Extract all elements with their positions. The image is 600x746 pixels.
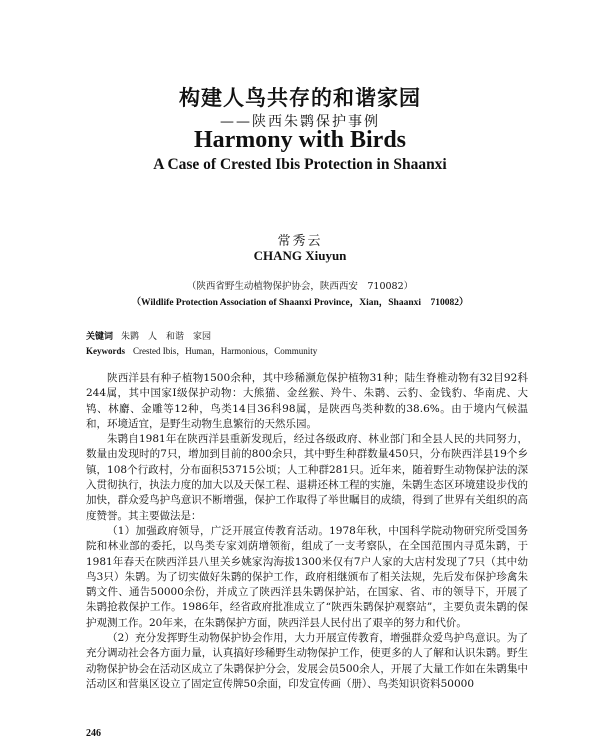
author-english: CHANG Xiuyun xyxy=(253,248,347,263)
subtitle-chinese: ——陕西朱鹮保护事例 xyxy=(220,114,380,130)
author-chinese: 常秀云 xyxy=(277,234,323,249)
keywords-label-english: Keywords xyxy=(86,346,125,356)
body-paragraph: （2）充分发挥野生动物保护协会作用，大力开展宣传教育，增强群众爱鸟护鸟意识。为了充分调动社会各方面力量，认真搞好珍稀野生动物保护工作，使更多的人了解和认识朱鹮。野生动物保护协会在活动区成立了朱鹮保护分会，发展会员500余人，开展了大量工作如在朱鹮集中活动区和营巢区设立了固定宣传牌50余面，印发宣传画（册）、鸟类知识资料50000 xyxy=(86,632,528,690)
keywords-label-chinese: 关键词 xyxy=(86,332,114,342)
body-paragraph: （1）加强政府领导，广泛开展宣传教育活动。1978年秋，中国科学院动物研究所受国务院和林业部的委托，以鸟类专家刘荫增领衔，组成了一支考察队，在全国范围内寻觅朱鹮，于1981年春天在陕西洋县八里关乡姚家沟海拔1300米仅有7户人家的大店村发现了7只（其中幼鸟3只）朱鹮。为了切实做好朱鹮的保护工作，政府相继颁布了相关法规，先后发布保护珍禽朱鹮文件、通告50000余份，并成立了陕西洋县朱鹮保护站，在国家、省、市的领导下，开展了朱鹮抢救保护工作。1986年，经省政府批准成立了“陕西朱鹮保护观察站”，主要负责朱鹮的保护观测工作。20年来，在朱鹮保护方面，陕西洋县人民付出了艰辛的努力和代价。 xyxy=(86,524,528,629)
body-paragraph: 陕西洋县有种子植物1500余种，其中珍稀濒危保护植物31种；陆生脊椎动物有32目92科244属，其中国家Ⅰ级保护动物：大熊猫、金丝猴、羚牛、朱鹮、云豹、金钱豹、华南虎、大鸨、林麝、金雕等12种，鸟类14目36科98属，是陕西鸟类种数的38.6%。由于境内气候温和，环境适宜，是野生动物生息繁衍的天然乐园。 xyxy=(86,372,528,430)
keywords-english xyxy=(86,344,526,357)
title-chinese: 构建人鸟共存的和谐家园 xyxy=(179,85,421,110)
title-english: Harmony with Birds xyxy=(193,127,406,153)
body-text xyxy=(86,371,528,692)
page-number: 246 xyxy=(86,728,101,739)
body-paragraph: 朱鹮自1981年在陕西洋县重新发现后，经过各级政府、林业部门和全县人民的共同努力，数量由发现时的7只，增加到目前的800余只，其中野生种群数量450只，分布陕西洋县19个乡镇，108个行政村，分布面积53715公顷；人工种群281只。近年来，随着野生动物保护法的深入贯彻执行，执法力度的加大以及天保工程、退耕还林工程的实施，朱鹮生态区环境建设步伐的加快，群众爱鸟护鸟意识不断增强，保护工作取得了举世瞩目的成绩，得到了世界有关组织的高度赞誉。其主要做法是： xyxy=(86,433,528,522)
affiliation-english: （Wildlife Protection Association of Shaanxi Province，Xian，Shaanxi 710082） xyxy=(131,298,469,308)
keywords-list-chinese: 朱鹮 人 和谐 家园 xyxy=(121,332,212,342)
keywords-list-english: Crested Ibis，Human，Harmonious，Community xyxy=(133,346,318,356)
keywords-chinese xyxy=(86,329,526,342)
affiliation-chinese: （陕西省野生动植物保护协会，陕西西安 710082） xyxy=(186,281,414,292)
subtitle-english: A Case of Crested Ibis Protection in Shaanxi xyxy=(153,156,447,173)
